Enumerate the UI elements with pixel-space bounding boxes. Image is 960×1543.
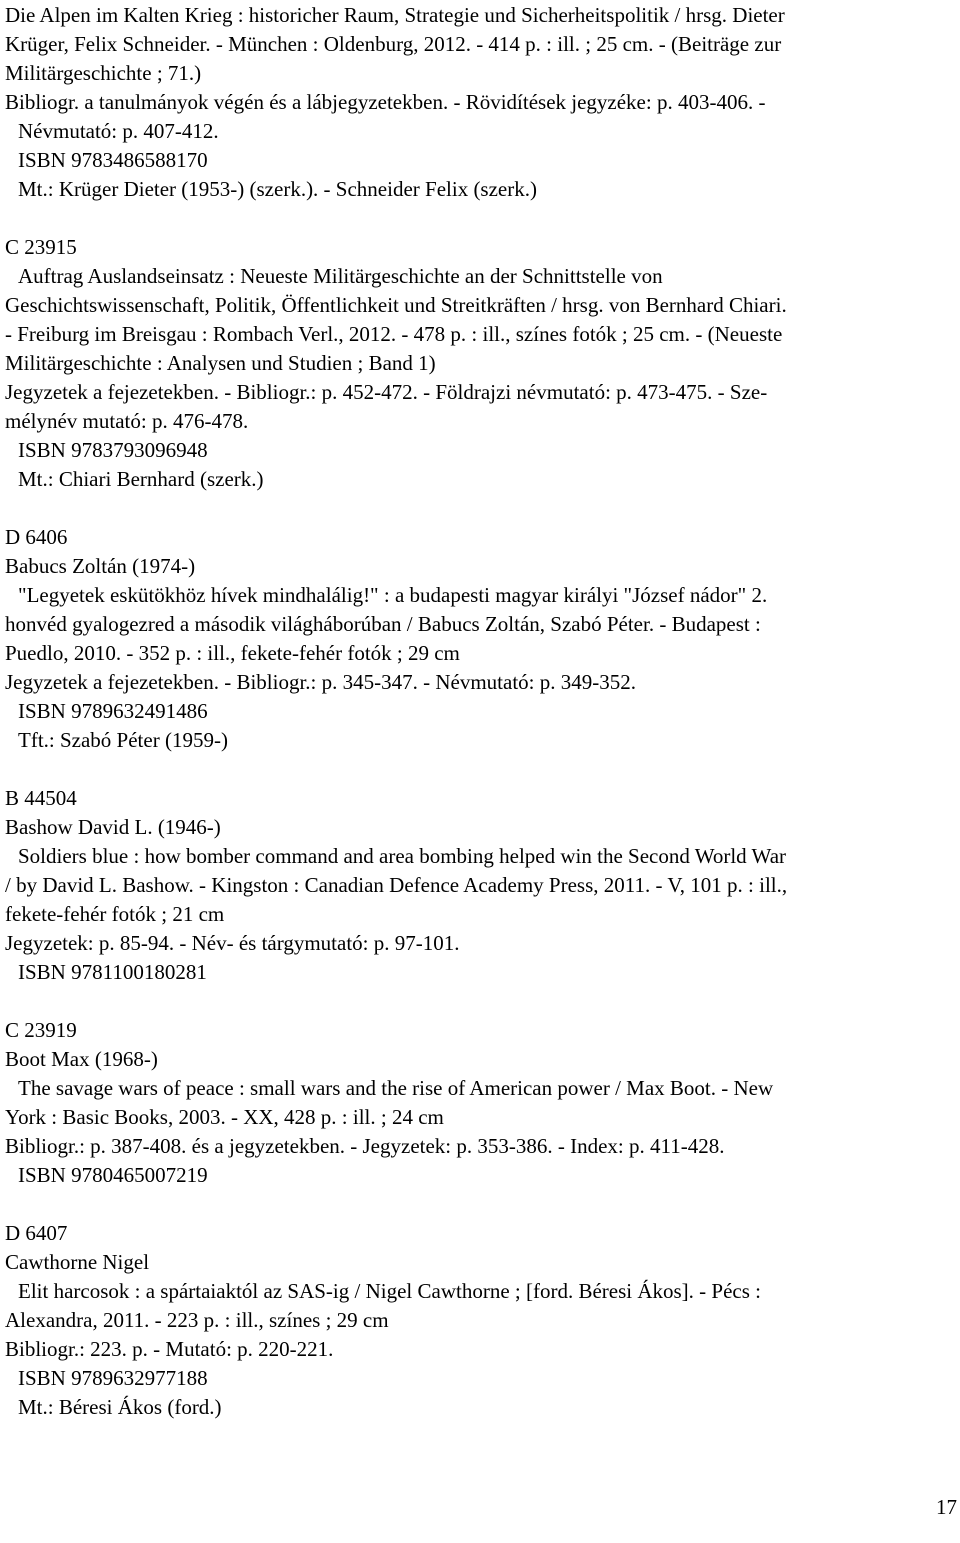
contributors-line: Mt.: Chiari Bernhard (szerk.) [18,467,264,491]
page-number: 17 [936,1495,957,1519]
title-line: Auftrag Auslandseinsatz : Neueste Militärgeschichte an der Schnittstelle von [18,264,663,288]
title-line: The savage wars of peace : small wars and the rise of American power / Max Boot. - New [18,1076,774,1100]
notes-line: Jegyzetek a fejezetekben. - Bibliogr.: p. 345-347. - Névmutató: p. 349-352. [5,670,636,694]
isbn-line: ISBN 9789632977188 [18,1366,208,1390]
isbn-line: ISBN 9783486588170 [18,148,208,172]
isbn-line: ISBN 9781100180281 [18,960,207,984]
notes-line: Jegyzetek a fejezetekben. - Bibliogr.: p. 452-472. - Földrajzi névmutató: p. 473-475. - Sze- [5,380,768,404]
title-line: Die Alpen im Kalten Krieg : historicher Raum, Strategie und Sicherheitspolitik / hrsg. Dieter [5,3,785,27]
call-number: D 6406 [5,525,68,549]
title-line: Elit harcosok : a spártaiaktól az SAS-ig / Nigel Cawthorne ; [ford. Béresi Ákos]. - Pécs : [18,1279,761,1303]
call-number: C 23919 [5,1018,77,1042]
catalog-page [5,1,953,1451]
notes-line: mélynév mutató: p. 476-478. [5,409,249,433]
catalog-entry [5,1219,953,1422]
catalog-entry [5,523,953,755]
notes-line: Névmutató: p. 407-412. [18,119,219,143]
title-line: Militärgeschichte : Analysen und Studien ; Band 1) [5,351,436,375]
title-line: Krüger, Felix Schneider. - München : Oldenburg, 2012. - 414 p. : ill. ; 25 cm. - (Beiträge zur [5,32,782,56]
title-line: fekete-fehér fotók ; 21 cm [5,902,225,926]
notes-line: Jegyzetek: p. 85-94. - Név- és tárgymutató: p. 97-101. [5,931,460,955]
title-line: honvéd gyalogezred a második világháborúban / Babucs Zoltán, Szabó Péter. - Budapest : [5,612,761,636]
title-line: / by David L. Bashow. - Kingston : Canadian Defence Academy Press, 2011. - V, 101 p. : ill., [5,873,788,897]
notes-line: Bibliogr. a tanulmányok végén és a lábjegyzetekben. - Rövidítések jegyzéke: p. 403-406. - [5,90,766,114]
notes-line: Bibliogr.: p. 387-408. és a jegyzetekben. - Jegyzetek: p. 353-386. - Index: p. 411-428. [5,1134,725,1158]
catalog-entry [5,1016,953,1190]
title-line: Soldiers blue : how bomber command and area bombing helped win the Second World War [18,844,787,868]
contributors-line: Mt.: Krüger Dieter (1953-) (szerk.). - Schneider Felix (szerk.) [18,177,537,201]
title-line: Geschichtswissenschaft, Politik, Öffentlichkeit und Streitkräften / hrsg. von Bernhard Chiari. [5,293,787,317]
author-line: Boot Max (1968-) [5,1047,158,1071]
title-line: Militärgeschichte ; 71.) [5,61,202,85]
catalog-entry [5,233,953,494]
title-line: - Freiburg im Breisgau : Rombach Verl., 2012. - 478 p. : ill., színes fotók ; 25 cm. - (Neueste [5,322,783,346]
call-number: D 6407 [5,1221,68,1245]
call-number: C 23915 [5,235,77,259]
isbn-line: ISBN 9783793096948 [18,438,208,462]
title-line: "Legyetek eskütökhöz hívek mindhalálig!" : a budapesti magyar királyi "József nádor" 2. [18,583,768,607]
author-line: Babucs Zoltán (1974-) [5,554,196,578]
isbn-line: ISBN 9789632491486 [18,699,208,723]
call-number: B 44504 [5,786,77,810]
contributors-line: Tft.: Szabó Péter (1959-) [18,728,228,752]
notes-line: Bibliogr.: 223. p. - Mutató: p. 220-221. [5,1337,334,1361]
author-line: Bashow David L. (1946-) [5,815,221,839]
title-line: York : Basic Books, 2003. - XX, 428 p. : ill. ; 24 cm [5,1105,444,1129]
isbn-line: ISBN 9780465007219 [18,1163,208,1187]
contributors-line: Mt.: Béresi Ákos (ford.) [18,1395,222,1419]
catalog-entry [5,784,953,987]
title-line: Alexandra, 2011. - 223 p. : ill., színes ; 29 cm [5,1308,389,1332]
catalog-entry [5,1,953,204]
title-line: Puedlo, 2010. - 352 p. : ill., fekete-fehér fotók ; 29 cm [5,641,460,665]
author-line: Cawthorne Nigel [5,1250,150,1274]
